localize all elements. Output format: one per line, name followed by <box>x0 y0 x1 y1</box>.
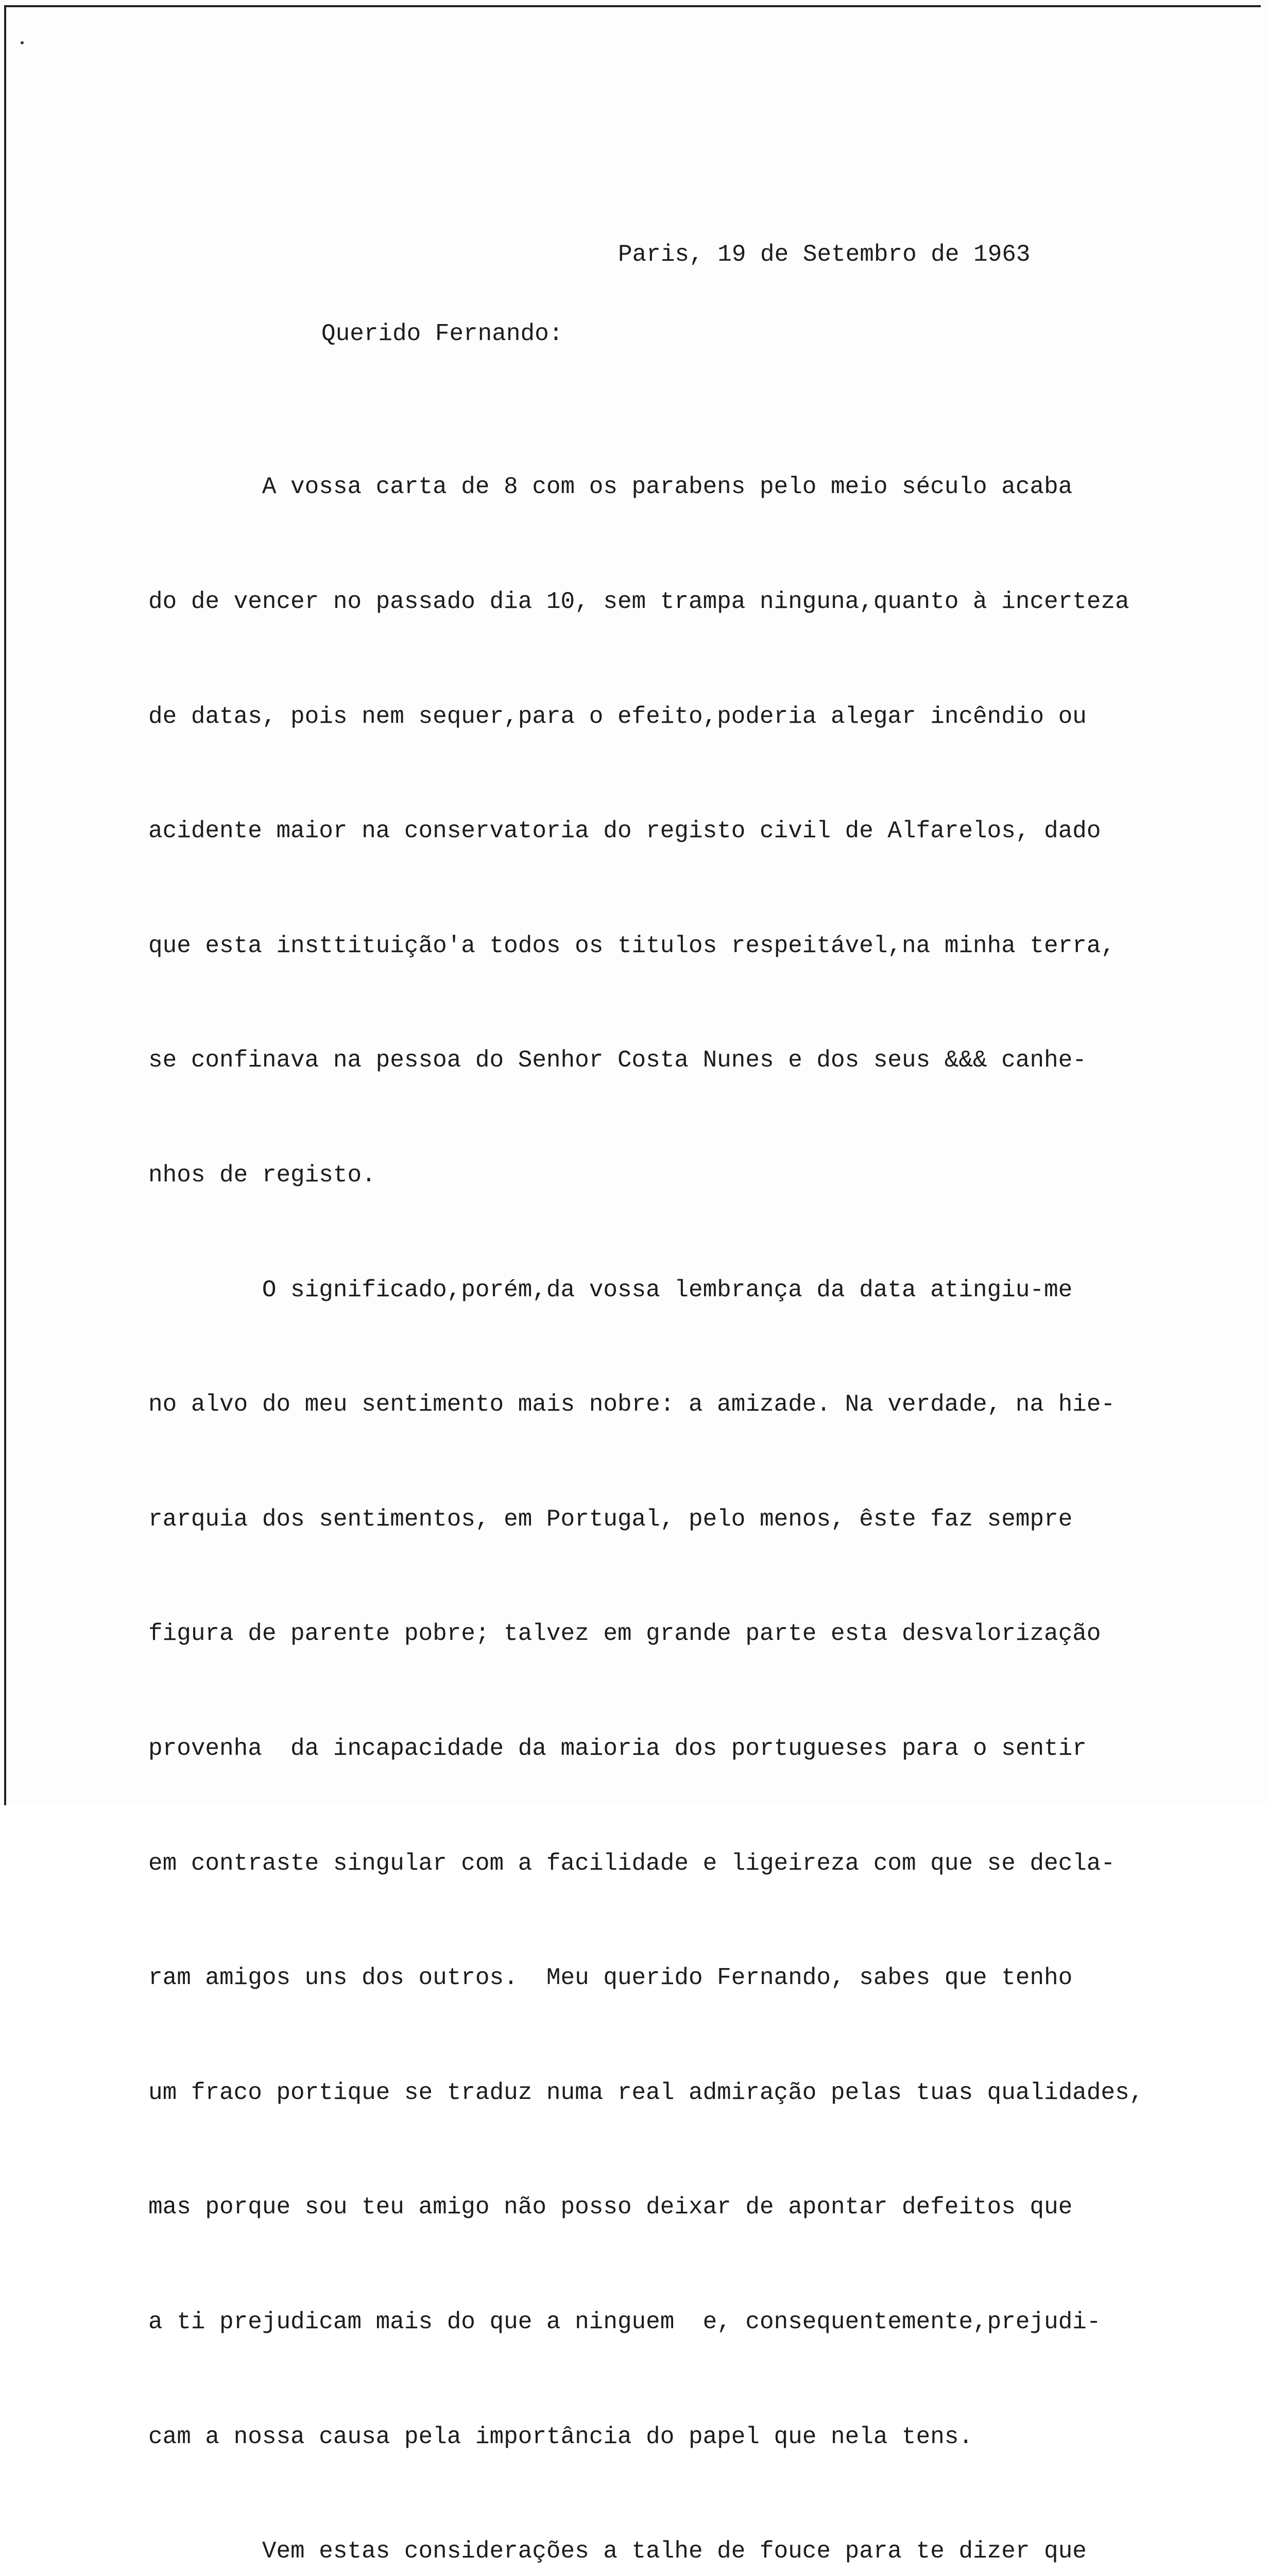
letter-line: nhos de registo. <box>148 1161 376 1189</box>
letter-line: ram amigos uns dos outros. Meu querido Fernando, sabes que tenho <box>148 1964 1073 1992</box>
letter-line: acidente maior na conservatoria do registo civil de Alfarelos, dado <box>148 818 1101 845</box>
letter-line: Vem estas considerações a talhe de fouce para te dizer que <box>148 2538 1087 2565</box>
letter-line: em contraste singular com a facilidade e ligeireza com que se decla- <box>148 1850 1116 1877</box>
letter-line: rarquia dos sentimentos, em Portugal, pelo menos, êste faz sempre <box>148 1505 1073 1533</box>
letter-line: A vossa carta de 8 com os parabens pelo meio século acaba <box>148 473 1073 501</box>
letter-line: figura de parente pobre; talvez em grande parte esta desvalorização <box>148 1620 1101 1648</box>
letter-line: mas porque sou teu amigo não posso deixar de apontar defeitos que <box>148 2194 1073 2221</box>
letter-line: de datas, pois nem sequer,para o efeito,poderia alegar incêndio ou <box>148 703 1087 730</box>
letter-body <box>148 392 1240 2576</box>
salutation: Querido Fernando: <box>321 320 563 347</box>
letter-line: um fraco portique se traduz numa real admiração pelas tuas qualidades, <box>148 2079 1144 2106</box>
letter-line: se confinava na pessoa do Senhor Costa Nunes e dos seus &&& canhe- <box>148 1047 1087 1074</box>
page-edge-left <box>4 5 6 1805</box>
letter-line: no alvo do meu sentimento mais nobre: a amizade. Na verdade, na hie- <box>148 1391 1116 1418</box>
letter-line: provenha da incapacidade da maioria dos portugueses para o sentir <box>148 1735 1087 1762</box>
letter-line: O significado,porém,da vossa lembrança da data atingiu-me <box>148 1276 1073 1303</box>
letter-line: do de vencer no passado dia 10, sem trampa ninguna,quanto à incerteza <box>148 588 1129 615</box>
ink-speck <box>21 41 24 44</box>
letter-line: que esta insttituição'a todos os titulos respeitável,na minha terra, <box>148 932 1116 959</box>
letter-line: a ti prejudicam mais do que a ninguem e, consequentemente,prejudi- <box>148 2308 1101 2335</box>
page-edge-top <box>4 5 1261 7</box>
letter-line: cam a nossa causa pela importância do papel que nela tens. <box>148 2423 973 2450</box>
date-line: Paris, 19 de Setembro de 1963 <box>618 241 1031 268</box>
